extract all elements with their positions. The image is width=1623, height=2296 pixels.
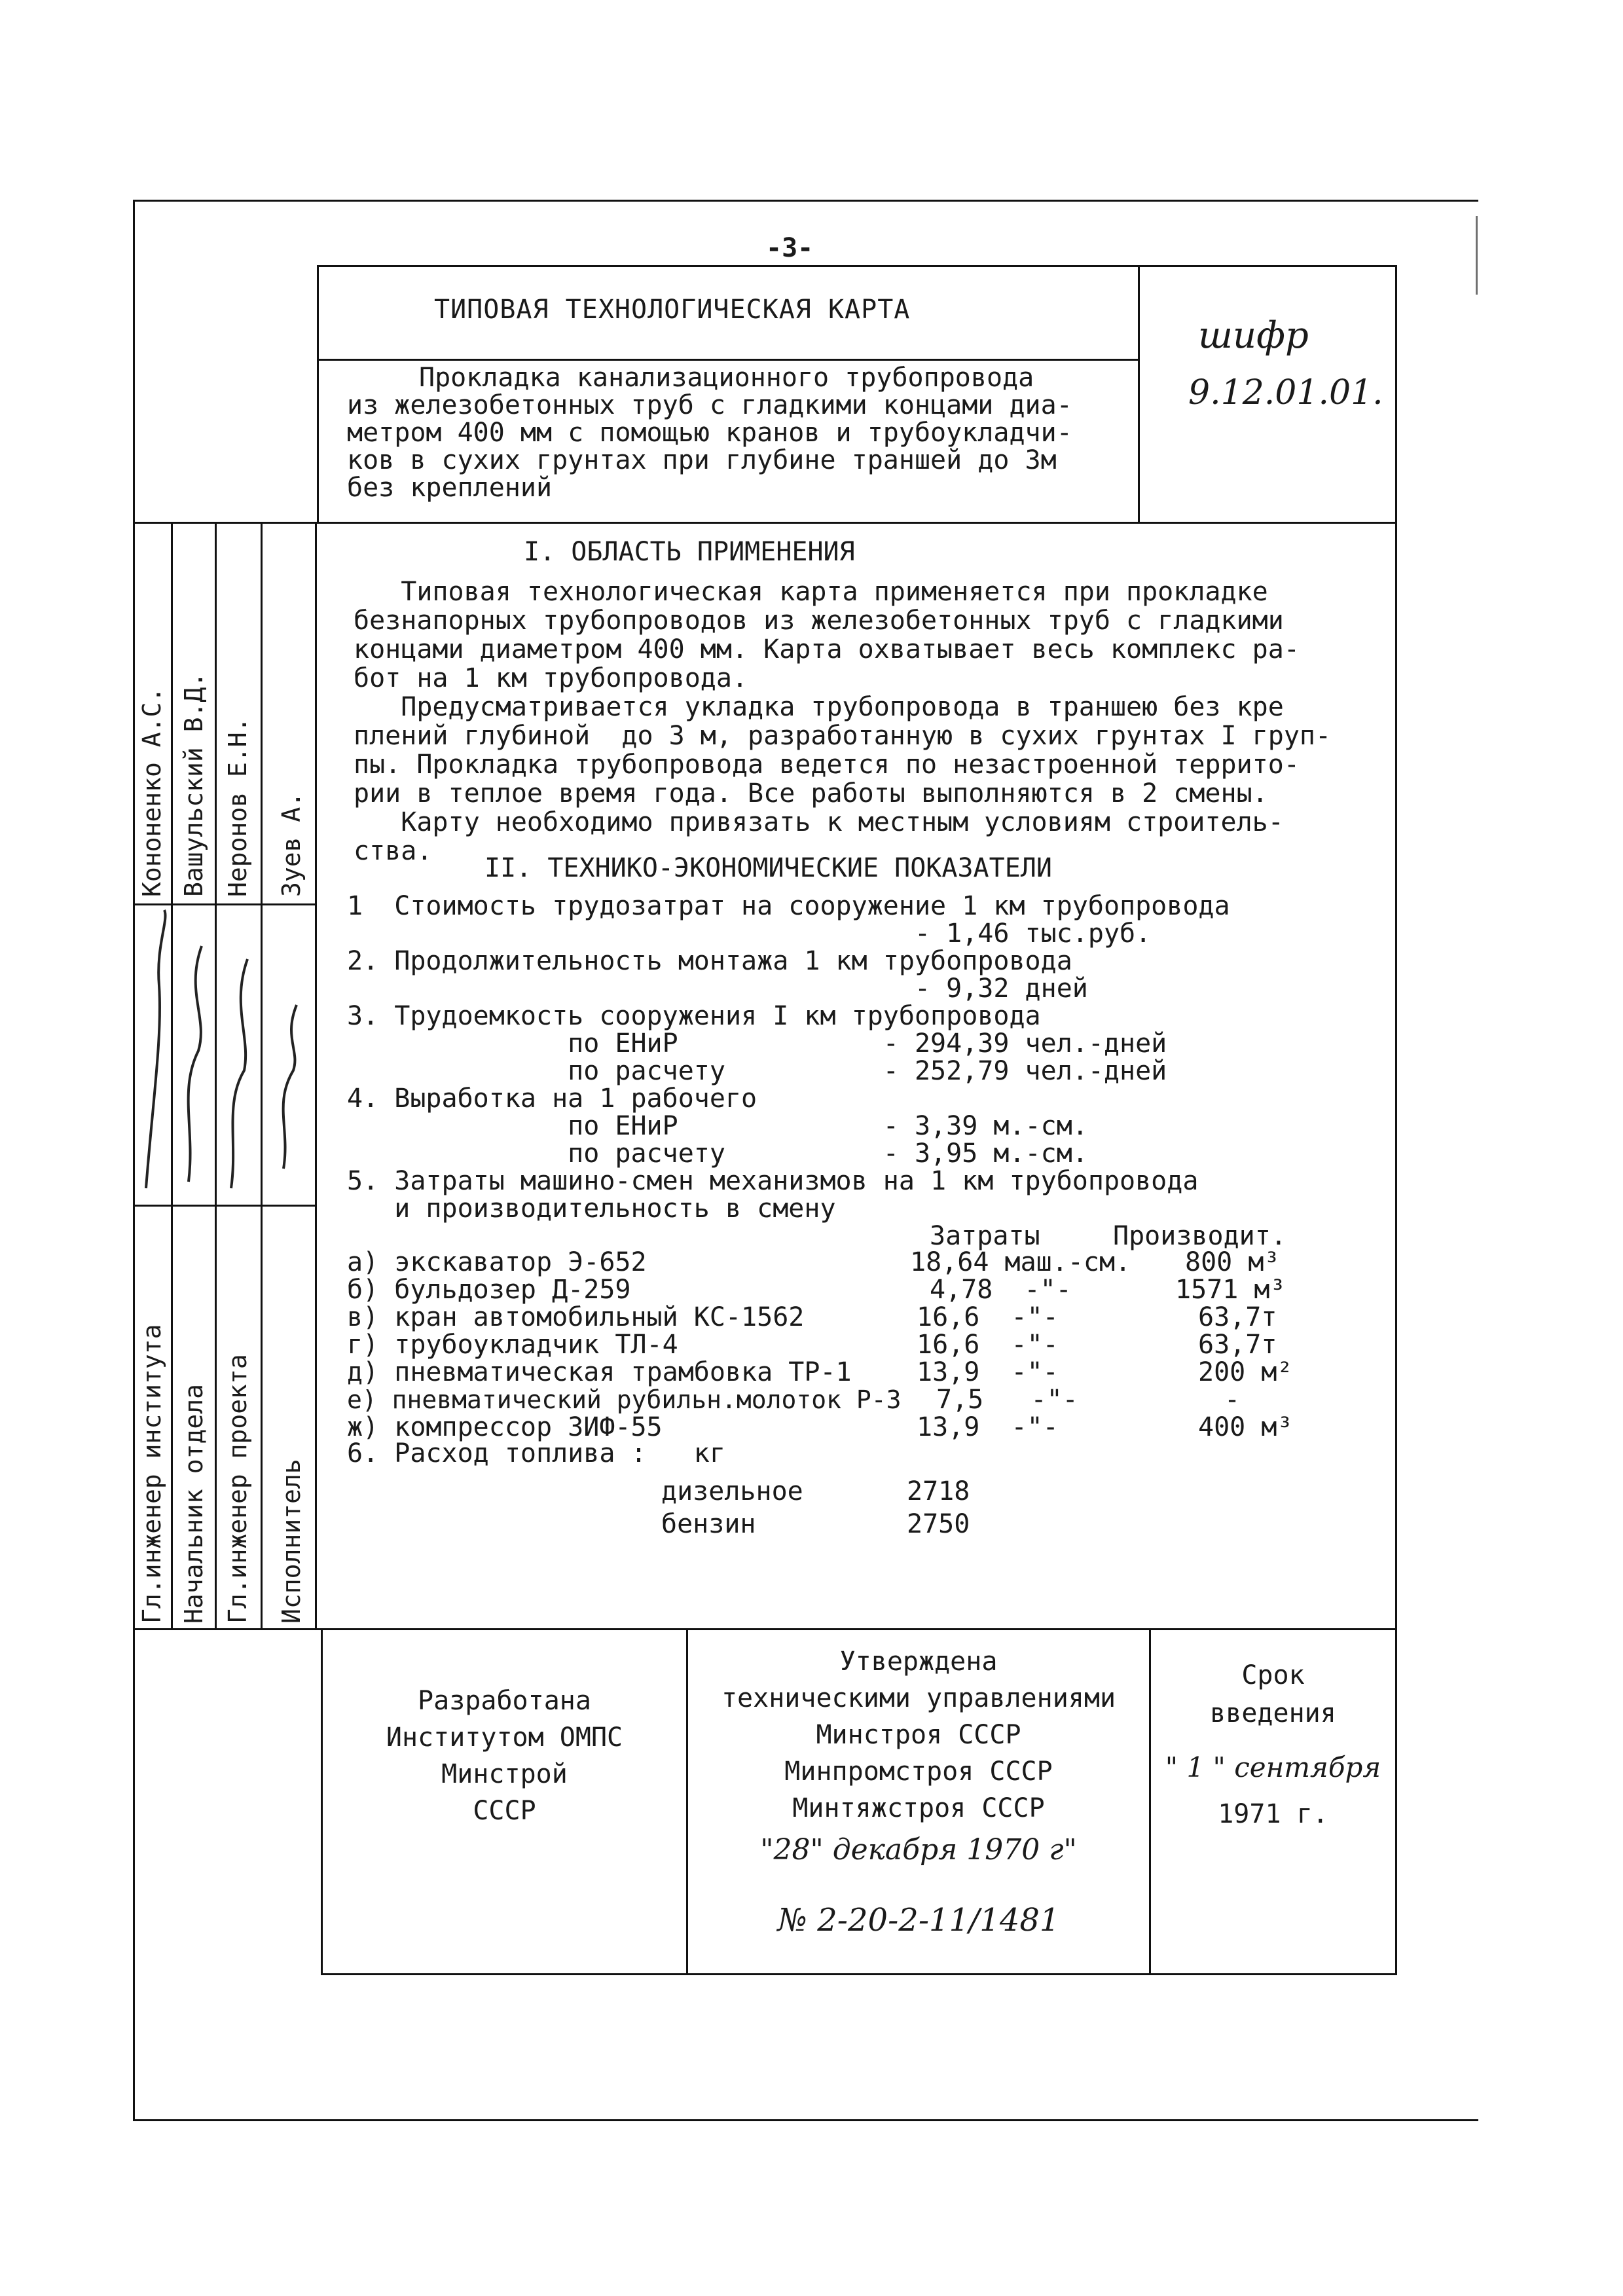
signatures: [133, 907, 317, 1205]
section2-line: 4. Выработка на 1 рабочего: [347, 1084, 757, 1114]
machine-prod: 800 м³: [1185, 1247, 1280, 1277]
section1-line: рии в теплое время года. Все работы выполняются в 2 смены.: [354, 778, 1268, 809]
approved-number: № 2-20-2-11/1481: [777, 1902, 1060, 1939]
developed-line: Институтом ОМПС: [386, 1722, 623, 1753]
machine-cost: 7,5 -"-: [936, 1385, 1078, 1415]
approved-line: Минтяжстроя СССР: [792, 1793, 1045, 1823]
section2-line: по ЕНиР - 3,39 м.-см.: [347, 1111, 1088, 1141]
approved-date: "28" декабря 1970 г": [760, 1833, 1077, 1867]
developed-line: Разработана: [418, 1686, 591, 1716]
approved-block: [688, 1643, 1149, 1827]
machine-label: д) пневматическая трамбовка ТР-1: [347, 1357, 852, 1387]
machine-cost: 18,64 маш.-см.: [910, 1247, 1131, 1277]
header-title-block: [327, 364, 1133, 501]
signer-name: Кононенко А.С.: [137, 687, 166, 897]
fuel-label: бензин: [661, 1509, 756, 1539]
machine-cost: 16,6 -"-: [917, 1302, 1059, 1332]
section1-line: плений глубиной до 3 м, разработанную в сухих грунтах I груп-: [354, 721, 1332, 751]
section1-line: Карту необходимо привязать к местным условиям строитель-: [354, 807, 1284, 837]
header-title-line: Прокладка канализационного трубопровода: [419, 363, 1034, 393]
term-line: введения: [1210, 1698, 1336, 1728]
header-title-line: без креплений: [347, 473, 553, 503]
cipher-value: 9.12.01.01.: [1188, 373, 1383, 412]
machine-label: а) экскаватор Э-652: [347, 1247, 647, 1277]
section1-line: концами диаметром 400 мм. Карта охватывает весь комплекс ра-: [354, 634, 1300, 665]
approved-line: Минстроя СССР: [816, 1720, 1021, 1750]
frame-top: [133, 200, 1478, 202]
machine-prod: -: [1224, 1385, 1241, 1415]
section2-line: по расчету - 3,95 м.-см.: [347, 1139, 1088, 1169]
header-title-line: метром 400 мм с помощью кранов и трубоукладчи-: [347, 418, 1072, 448]
footer-line-top: [321, 1628, 1397, 1630]
machine-prod: 200 м²: [1198, 1357, 1293, 1387]
section1-line: бот на 1 км трубопровода.: [354, 663, 748, 693]
fuel-heading: 6. Расход топлива : кг: [347, 1438, 725, 1468]
signature: [146, 910, 166, 1188]
col-header-cost: Затраты: [930, 1221, 1040, 1251]
section2-line: - 9,32 дней: [347, 974, 1088, 1004]
frame-right-edge: [1476, 216, 1478, 295]
developed-line: Минстрой: [441, 1759, 568, 1789]
signer-name: Вашульский В.Д.: [179, 672, 208, 897]
machine-cost: 4,78 -"-: [930, 1275, 1072, 1305]
doc-type-title: ТИПОВАЯ ТЕХНОЛОГИЧЕСКАЯ КАРТА: [434, 295, 911, 325]
section2-line: по ЕНиР - 294,39 чел.-дней: [347, 1029, 1167, 1059]
header-box-bottom: [133, 522, 1397, 524]
signer-name: Неронов Е.Н.: [223, 717, 252, 897]
section2-line: 5. Затраты машино-смен механизмов на 1 км трубопровода: [347, 1166, 1199, 1196]
section2-line: 2. Продолжительность монтажа 1 км трубопровода: [347, 946, 1072, 976]
machine-prod: 63,7т: [1198, 1302, 1277, 1332]
signature: [189, 946, 202, 1182]
signer-role: Гл.инженер проекта: [223, 1354, 252, 1624]
signer-role: Гл.инженер института: [137, 1324, 166, 1624]
machine-cost: 13,9 -"-: [917, 1412, 1059, 1442]
content-right-line: [1395, 524, 1397, 1630]
header-box-right: [1395, 265, 1397, 524]
section2-line: - 1,46 тыс.руб.: [347, 919, 1152, 949]
frame-bottom: [133, 2119, 1478, 2121]
section2-line: и производительность в смену: [347, 1194, 836, 1224]
term-line: Срок: [1241, 1660, 1305, 1690]
footer-line-bottom: [321, 1973, 1397, 1975]
header-title-line: ков в сухих грунтах при глубине траншей до 3м: [347, 445, 1057, 475]
section2-line: по расчету - 252,79 чел.-дней: [347, 1056, 1167, 1086]
developed-line: СССР: [473, 1796, 536, 1826]
machine-cost: 16,6 -"-: [917, 1330, 1059, 1360]
machine-label: в) кран автомобильный КС-1562: [347, 1302, 805, 1332]
signature: [283, 1005, 297, 1169]
cipher-label: шифр: [1198, 314, 1309, 357]
term-year: 1971 г.: [1218, 1799, 1328, 1829]
fuel-value: 2750: [907, 1509, 970, 1539]
developed-block: [323, 1683, 686, 1829]
sidebar-row-line: [133, 903, 317, 905]
section1-line: Предусматривается укладка трубопровода в траншею без кре: [354, 692, 1284, 722]
footer-line-right: [1395, 1628, 1397, 1975]
fuel-label: дизельное: [661, 1476, 803, 1506]
page-number: -3-: [766, 233, 814, 263]
col-header-prod: Производит.: [1113, 1221, 1286, 1251]
section1-line: безнапорных трубопроводов из железобетонных труб с гладкими: [354, 606, 1284, 636]
section1-line: Типовая технологическая карта применяется при прокладке: [354, 577, 1268, 607]
machine-cost: 13,9 -"-: [917, 1357, 1059, 1387]
signer-role: Исполнитель: [277, 1459, 306, 1624]
sidebar-row-line: [133, 1205, 317, 1207]
header-box-top: [317, 265, 1397, 267]
machine-prod: 63,7т: [1198, 1330, 1277, 1360]
section1-heading: I. ОБЛАСТЬ ПРИМЕНЕНИЯ: [524, 537, 855, 567]
section2-line: 1 Стоимость трудозатрат на сооружение 1 км трубопровода: [347, 891, 1230, 921]
machine-label: ж) компрессор ЗИФ-55: [347, 1412, 663, 1442]
header-box-mid: [1138, 265, 1140, 524]
section2-line: 3. Трудоемкость сооружения I км трубопровода: [347, 1001, 1041, 1031]
machine-prod: 1571 м³: [1175, 1275, 1286, 1305]
machine-prod: 400 м³: [1198, 1412, 1293, 1442]
section1-line: пы. Прокладка трубопровода ведется по незастроенной террито-: [354, 750, 1300, 780]
signer-role: Начальник отдела: [179, 1383, 208, 1624]
machine-label: г) трубоукладчик ТЛ-4: [347, 1330, 678, 1360]
section2-heading: II. ТЕХНИКО-ЭКОНОМИЧЕСКИЕ ПОКАЗАТЕЛИ: [484, 853, 1052, 883]
machine-label: б) бульдозер Д-259: [347, 1275, 631, 1305]
header-box-left: [317, 265, 319, 524]
term-date: " 1 " сентября: [1165, 1751, 1381, 1783]
approved-line: техническими управлениями: [721, 1683, 1116, 1713]
header-box-sep: [317, 359, 1140, 361]
fuel-value: 2718: [907, 1476, 970, 1506]
approved-line: Минпромстроя СССР: [784, 1757, 1053, 1787]
term-block: [1151, 1656, 1395, 1732]
signer-name: Зуев А.: [277, 792, 306, 897]
section1-line: ства.: [354, 836, 433, 866]
signature: [231, 959, 247, 1188]
header-title-line: из железобетонных труб с гладкими концами диа-: [347, 390, 1072, 420]
machine-label: е) пневматический рубильн.молоток Р-3: [347, 1385, 902, 1414]
approved-line: Утверждена: [839, 1647, 998, 1677]
